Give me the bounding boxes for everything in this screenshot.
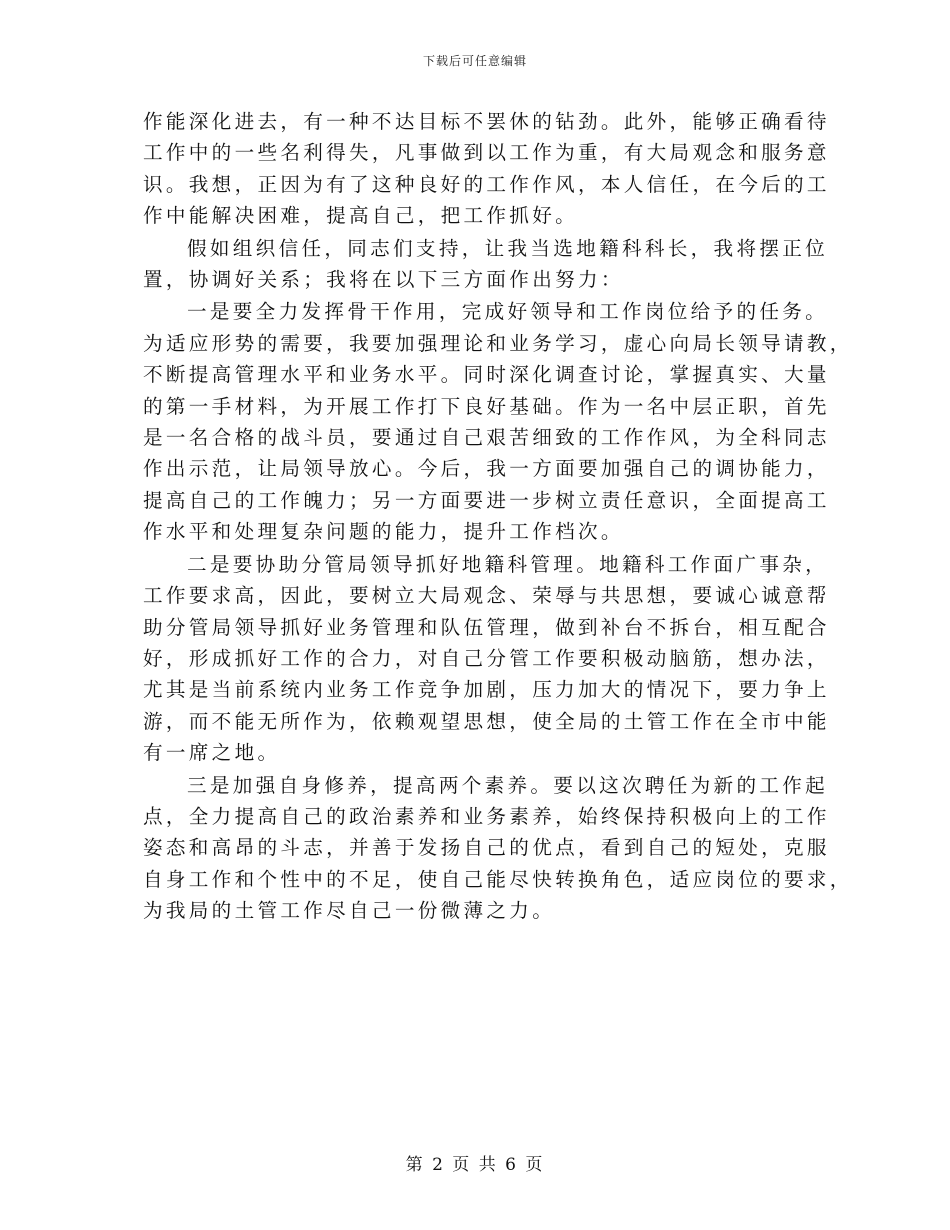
text-line: 点，全力提高自己的政治素养和业务素养，始终保持积极向上的工作 <box>143 804 830 828</box>
paragraph-5 <box>143 770 853 927</box>
text-line: 作能深化进去，有一种不达目标不罢休的钻劲。此外，能够正确看待 <box>143 110 830 133</box>
text-line: 为适应形势的需要，我要加强理论和业务学习，虚心向局长领导请教， <box>143 331 853 355</box>
paragraph-3 <box>143 296 853 547</box>
text-line: 作中能解决困难，提高自己，把工作抓好。 <box>143 204 578 228</box>
text-line: 工作要求高，因此，要树立大局观念、荣辱与共思想，要诚心诚意帮 <box>143 584 830 608</box>
paragraph-1 <box>143 106 830 232</box>
text-line: 尤其是当前系统内业务工作竞争加剧，压力加大的情况下，要力争上 <box>143 678 830 702</box>
text-line: 二是要协助分管局领导抓好地籍科管理。地籍科工作面广事杂， <box>187 552 829 576</box>
text-line: 三是加强自身修养，提高两个素养。要以这次聘任为新的工作起 <box>187 773 829 797</box>
text-line: 有一席之地。 <box>143 741 281 765</box>
page-number-footer: 第 2 页 共 6 页 <box>405 1155 545 1175</box>
text-line: 工作中的一些名利得失，凡事做到以工作为重，有大局观念和服务意 <box>143 141 830 165</box>
text-line: 的第一手材料，为开展工作打下良好基础。作为一名中层正职，首先 <box>143 394 830 418</box>
text-line: 作水平和处理复杂问题的能力，提升工作档次。 <box>143 520 624 544</box>
document-body <box>143 106 853 927</box>
text-line: 姿态和高昂的斗志，并善于发扬自己的优点，看到自己的短处，克服 <box>143 836 830 860</box>
text-line: 置，协调好关系；我将在以下三方面作出努力： <box>143 268 624 292</box>
text-line: 是一名合格的战斗员，要通过自己艰苦细致的工作作风，为全科同志 <box>143 426 830 450</box>
text-line: 好，形成抓好工作的合力，对自己分管工作要积极动脑筋，想办法， <box>143 646 830 670</box>
text-line: 游，而不能无所作为，依赖观望思想，使全局的土管工作在全市中能 <box>143 709 830 733</box>
text-line: 为我局的土管工作尽自己一份微薄之力。 <box>143 899 556 923</box>
paragraph-2 <box>143 233 829 296</box>
text-line: 作出示范，让局领导放心。今后，我一方面要加强自己的调协能力， <box>143 457 830 481</box>
text-line: 一是要全力发挥骨干作用，完成好领导和工作岗位给予的任务。 <box>187 300 829 324</box>
text-line: 识。我想，正因为有了这种良好的工作作风，本人信任，在今后的工 <box>143 172 830 196</box>
text-line: 自身工作和个性中的不足，使自己能尽快转换角色，适应岗位的要求， <box>143 867 853 891</box>
page-header: 下载后可任意编辑 <box>422 54 527 68</box>
paragraph-4 <box>143 549 830 769</box>
text-line: 提高自己的工作魄力；另一方面要进一步树立责任意识，全面提高工 <box>143 488 830 512</box>
text-line: 假如组织信任，同志们支持，让我当选地籍科科长，我将摆正位 <box>187 236 829 260</box>
text-line: 助分管局领导抓好业务管理和队伍管理，做到补台不拆台，相互配合 <box>143 615 830 639</box>
text-line: 不断提高管理水平和业务水平。同时深化调查讨论，掌握真实、大量 <box>143 363 830 387</box>
